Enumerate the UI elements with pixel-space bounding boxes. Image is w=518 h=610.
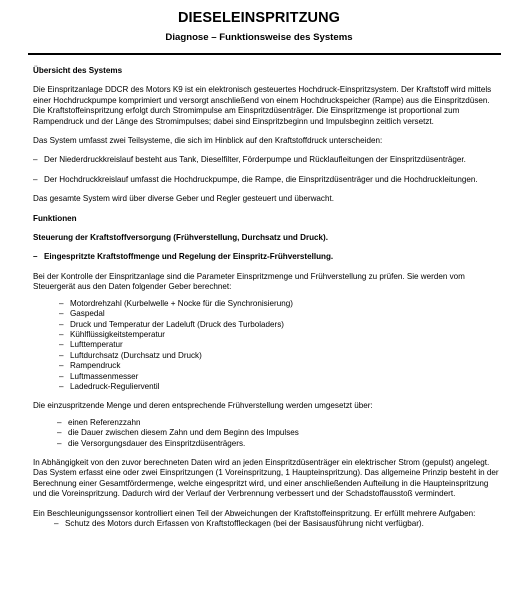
- page-title: DIESELEINSPRITZUNG: [177, 10, 341, 26]
- task-list: [54, 519, 503, 529]
- supply-heading: Steuerung der Kraftstoffversorgung (Frühverstellung, Durchsatz und Druck).: [33, 233, 329, 243]
- subsystem-low-pressure: – Der Niederdruckkreislauf besteht aus Tank, Dieselfilter, Förderpumpe und Rücklaufleitungen der Einspritzdüsenträger.: [33, 155, 503, 165]
- subsystems-intro: Das System umfasst zwei Teilsysteme, die sich im Hinblick auf den Kraftstoffdruck unterscheiden:: [33, 136, 383, 146]
- list-item: – die Dauer zwischen diesem Zahn und dem Beginn des Impulses: [57, 428, 503, 438]
- check-paragraph: Bei der Kontrolle der Einspritzanlage sind die Parameter Einspritzmenge und Frühverstellung zu prüfen. Sie werden vom Steuergerät aus den Daten folgender Geber berechnet:: [33, 271, 465, 292]
- subsystem-high-pressure: – Der Hochdruckkreislauf umfasst die Hochdruckpumpe, die Rampe, die Einspritzdüsenträger und die Hochdruckleitungen.: [33, 175, 503, 185]
- list-item: – die Versorgungsdauer des Einspritzdüsenträgers.: [57, 439, 503, 449]
- title-divider: [28, 53, 501, 55]
- sensor-paragraph: Ein Beschleunigungssensor kontrolliert einen Teil der Abweichungen der Kraftstoffeinspritzung. Er erfüllt mehrere Aufgaben:: [33, 508, 476, 518]
- quantity-heading: – Eingespritzte Kraftstoffmenge und Regelung der Einspritz-Frühverstellung.: [33, 252, 503, 262]
- control-paragraph: Das gesamte System wird über diverse Geber und Regler gesteuert und überwacht.: [33, 194, 334, 204]
- current-paragraph: In Abhängigkeit von den zuvor berechneten Daten wird an jeden Einspritzdüsenträger ein elektrischer Strom (gepulst) angelegt. Das System erfasst eine oder zwei Einspritzungen (1 Voreinspritzung, 1 Haupteinspritzung). Das allgemeine Prinzip besteht in der Berechnung einer Gesamtfördermenge, welche eingespritzt wird, und einer anschließenden Aufteilung in die Haupteinspritzung und die Voreinspritzung. Dadurch wird der Verlauf der Verbrennung verbessert und der Schadstoffausstoß vermindert.: [33, 457, 499, 499]
- list-item: – Ladedruck-Regulierventil: [59, 382, 503, 392]
- overview-paragraph: Die Einspritzanlage DDCR des Motors K9 ist ein elektronisch gesteuertes Hochdruck-Einspritzsystem. Der Kraftstoff wird mittels einer Hochdruckpumpe komprimiert und versorgt anschließend von einem Hochdruckspeicher (Rampe) aus die Einspritzdüsen. Die Kraftstoffeinspritzung erfolgt durch Stromimpulse am Einspritzdüsenträger. Die Einspritzmenge ist proportional zum Rampendruck und der Länge des Stromimpulses; dabei sind Einspritzbeginn und Impulsbeginn zeitlich versetzt.: [33, 85, 492, 126]
- functions-heading: Funktionen: [33, 213, 77, 223]
- list-item: – Luftmassenmesser: [59, 372, 503, 382]
- list-item: – Schutz des Motors durch Erfassen von Kraftstoffleckagen (bei der Basisausführung nicht verfügbar).: [54, 519, 503, 529]
- list-item: – Motordrehzahl (Kurbelwelle + Nocke für die Synchronisierung): [59, 299, 503, 309]
- document-body: [33, 66, 503, 529]
- conversion-intro: Die einzuspritzende Menge und deren entsprechende Frühverstellung werden umgesetzt über:: [33, 401, 373, 411]
- page-subtitle: Diagnose – Funktionsweise des Systems: [165, 32, 353, 43]
- list-item: – Druck und Temperatur der Ladeluft (Druck des Turboladers): [59, 320, 503, 330]
- conversion-list: [57, 418, 503, 449]
- list-item: – Gaspedal: [59, 309, 503, 319]
- overview-heading: Übersicht des Systems: [33, 66, 123, 75]
- list-item: – einen Referenzzahn: [57, 418, 503, 428]
- list-item: – Rampendruck: [59, 361, 503, 371]
- sensor-list: [59, 299, 503, 393]
- list-item: – Kühlflüssigkeitstemperatur: [59, 330, 503, 340]
- list-item: – Lufttemperatur: [59, 340, 503, 350]
- list-item: – Luftdurchsatz (Durchsatz und Druck): [59, 351, 503, 361]
